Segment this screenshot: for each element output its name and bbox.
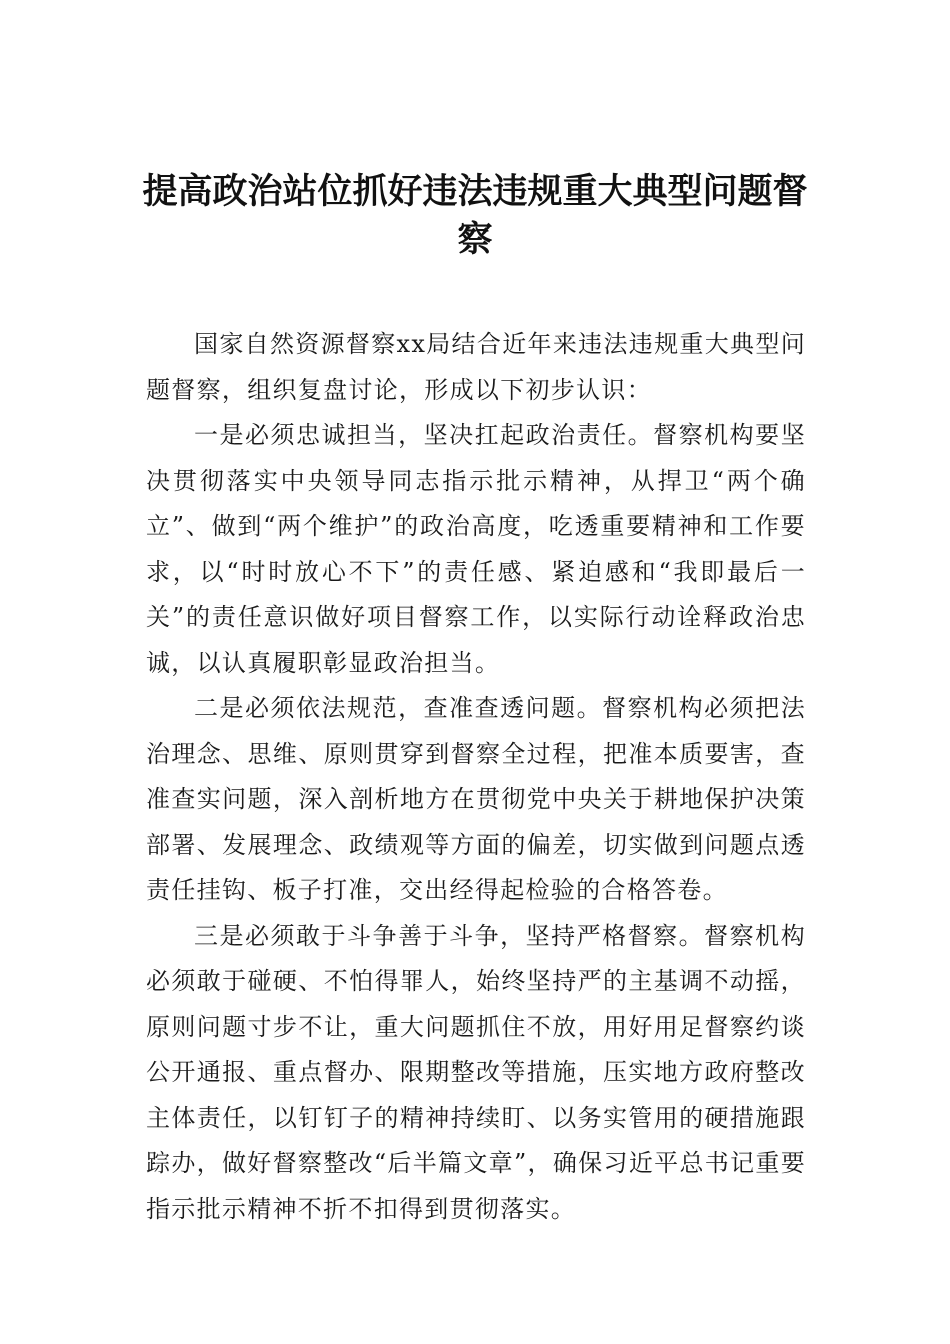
- document-title: 提高政治站位抓好违法违规重大典型问题督察: [142, 171, 808, 260]
- paragraph-intro: 国家自然资源督察xx局结合近年来违法违规重大典型问题督察，组织复盘讨论，形成以下初步认识：: [146, 330, 806, 404]
- paragraph-point-2: 二是必须依法规范，查准查透问题。督察机构必须把法治理念、思维、原则贯穿到督察全过程，把准本质要害，查准查实问题，深入剖析地方在贯彻党中央关于耕地保护决策部署、发展理念、政绩观等方面的偏差，切实做到问题点透责任挂钩、板子打准，交出经得起检验的合格答卷。: [146, 694, 806, 904]
- paragraph-point-1: 一是必须忠诚担当，坚决扛起政治责任。督察机构要坚决贯彻落实中央领导同志指示批示精神，从捍卫“两个确立”、做到“两个维护”的政治高度，吃透重要精神和工作要求，以“时时放心不下”的责任感、紧迫感和“我即最后一关”的责任意识做好项目督察工作，以实际行动诠释政治忠诚，以认真履职彰显政治担当。: [146, 421, 806, 677]
- paragraph-point-3: 三是必须敢于斗争善于斗争，坚持严格督察。督察机构必须敢于碰硬、不怕得罪人，始终坚持严的主基调不动摇，原则问题寸步不让，重大问题抓住不放，用好用足督察约谈公开通报、重点督办、限期整改等措施，压实地方政府整改主体责任，以钉钉子的精神持续盯、以务实管用的硬措施跟踪办，做好督察整改“后半篇文章”，确保习近平总书记重要指示批示精神不折不扣得到贯彻落实。: [146, 921, 806, 1223]
- document-body: [146, 322, 806, 1232]
